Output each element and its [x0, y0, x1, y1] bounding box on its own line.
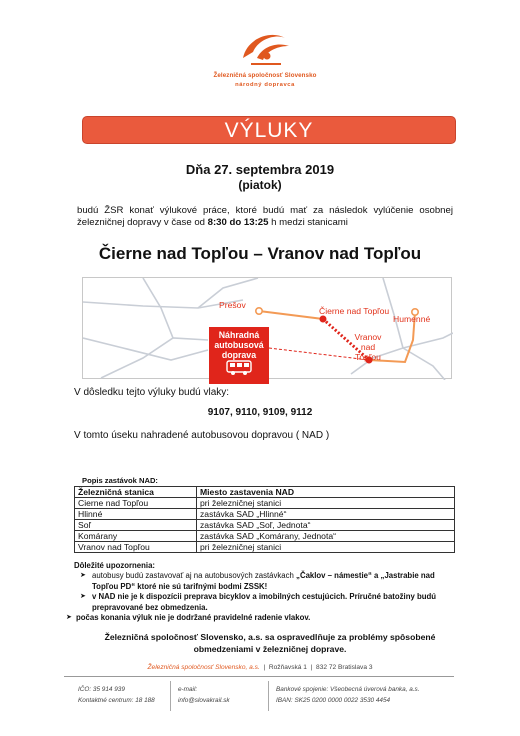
train-numbers: 9107, 9110, 9109, 9112: [207, 407, 313, 418]
note-item: [66, 571, 458, 592]
nad-box-label: Náhradná autobusová doprava: [214, 330, 264, 360]
table-header: Železničná stanica: [75, 487, 197, 498]
stop-cell: zastávka SAD „Soľ, Jednota“: [197, 520, 455, 531]
footer-company: Železničná spoločnosť Slovensko, a.s.: [147, 664, 260, 671]
table-row: [75, 531, 455, 542]
nad-box: [209, 327, 269, 384]
intro-paragraph: [77, 205, 453, 229]
table-row: [75, 509, 455, 520]
note-bold: v NAD nie je k dispozícii preprava bicyklov a imobilných cestujúcich. Príručné batožiny budú prepravované bez obmedzenia.: [92, 592, 437, 612]
address-line: Železničná spoločnosť Slovensko, a.s. | Rožňavská 1 | 832 72 Bratislava 3: [147, 664, 373, 671]
footer-ico: IČO: 35 914 939: [78, 686, 125, 693]
note-bold: „Čaklov – námestie“ a „Jastrabie nad Topľou PD“ ktoré nie sú tarifnými bodmi ZSSK!: [92, 571, 435, 591]
station-cell: Soľ: [75, 520, 197, 531]
banner-title: VÝLUKY: [224, 119, 314, 142]
stops-title: Popis zastávok NAD:: [82, 476, 158, 485]
footer-divider: [64, 676, 454, 677]
footer-col3: [276, 684, 420, 706]
footer-street: Rožňavská 1: [268, 664, 307, 671]
stop-cell: pri železničnej stanici: [197, 542, 455, 553]
footer-col2: [178, 684, 230, 706]
note-bold: počas konania výluk nie je dodržané pravidelné radenie vlakov.: [76, 613, 311, 622]
table-row: [75, 520, 455, 531]
route-title: Čierne nad Topľou – Vranov nad Topľou: [98, 244, 422, 263]
vyluky-banner: [82, 116, 456, 144]
logo-line1: Železničná spoločnosť Slovensko: [213, 72, 317, 79]
footer-email[interactable]: info@slovakrail.sk: [178, 697, 230, 704]
intro-time: 8:30 do 13:25: [207, 217, 269, 228]
footer-col1: [78, 684, 155, 706]
footer-iban: IBAN: SK25 0200 0000 0022 3530 4454: [276, 697, 391, 704]
bullet-arrow-icon: ➤: [66, 614, 72, 621]
station-cell: Hlinné: [75, 509, 197, 520]
replaced-text: V tomto úseku nahradené autobusovou dopravou ( NAD ): [74, 430, 330, 441]
station-cell: Vranov nad Topľou: [75, 542, 197, 553]
logo-line2: národný dopravca: [235, 82, 295, 88]
footer-separator: [170, 681, 171, 711]
footer-city: 832 72 Bratislava 3: [316, 664, 373, 671]
consequence-text: V dôsledku tejto výluky budú vlaky:: [74, 387, 230, 398]
intro-text-a: budú ŽSR konať výlukové práce, ktoré budú mať za následok vylúčenie osobnej železničnej dopravy v čase od: [77, 205, 453, 228]
apology-text: Železničná spoločnosť Slovensko, a.s. sa ospravedlňuje za problémy spôsobené obmedzeniami v železničnej doprave.: [104, 632, 436, 654]
map-label-presov: Prešov: [219, 300, 246, 310]
bullet-arrow-icon: ➤: [80, 593, 86, 600]
stop-cell: zastávka SAD „Hlinné“: [197, 509, 455, 520]
map-label-vranov: Vranov nad Topľou: [354, 332, 382, 362]
table-header-row: [75, 487, 455, 498]
notes-list: [66, 571, 458, 624]
bus-icon: [225, 360, 253, 376]
note-text: autobusy budú zastavovať aj na autobusových zastávkach: [92, 571, 297, 580]
footer-separator: [268, 681, 269, 711]
table-header: Miesto zastavenia NAD: [197, 487, 455, 498]
weekday: (piatok): [238, 178, 282, 192]
note-item: [66, 613, 458, 624]
map-label-cierne: Čierne nad Topľou: [319, 306, 390, 316]
bullet-arrow-icon: ➤: [80, 572, 86, 579]
footer-email-label: e-mail:: [178, 686, 198, 693]
stop-cell: zastávka SAD „Komárany, Jednota“: [197, 531, 455, 542]
route-map: [82, 277, 452, 379]
stops-table: [74, 486, 455, 553]
station-cell: Cierne nad Topľou: [75, 498, 197, 509]
table-row: [75, 542, 455, 553]
stop-cell: pri železničnej stanici: [197, 498, 455, 509]
intro-text-b: h medzi stanicami: [268, 217, 348, 228]
zssk-logo: [205, 28, 325, 108]
station-cell: Komárany: [75, 531, 197, 542]
table-row: [75, 498, 455, 509]
footer-bank: Bankové spojenie: Všeobecná úverová banka, a.s.: [276, 686, 420, 693]
swoosh-logo-icon: [237, 28, 293, 72]
important-title: Dôležité upozornenia:: [74, 561, 156, 570]
footer-contact: Kontaktné centrum: 18 188: [78, 697, 155, 704]
map-label-humenne: Humenné: [393, 314, 431, 324]
date-heading: Dňa 27. septembra 2019: [185, 162, 335, 177]
note-item: [66, 592, 458, 613]
